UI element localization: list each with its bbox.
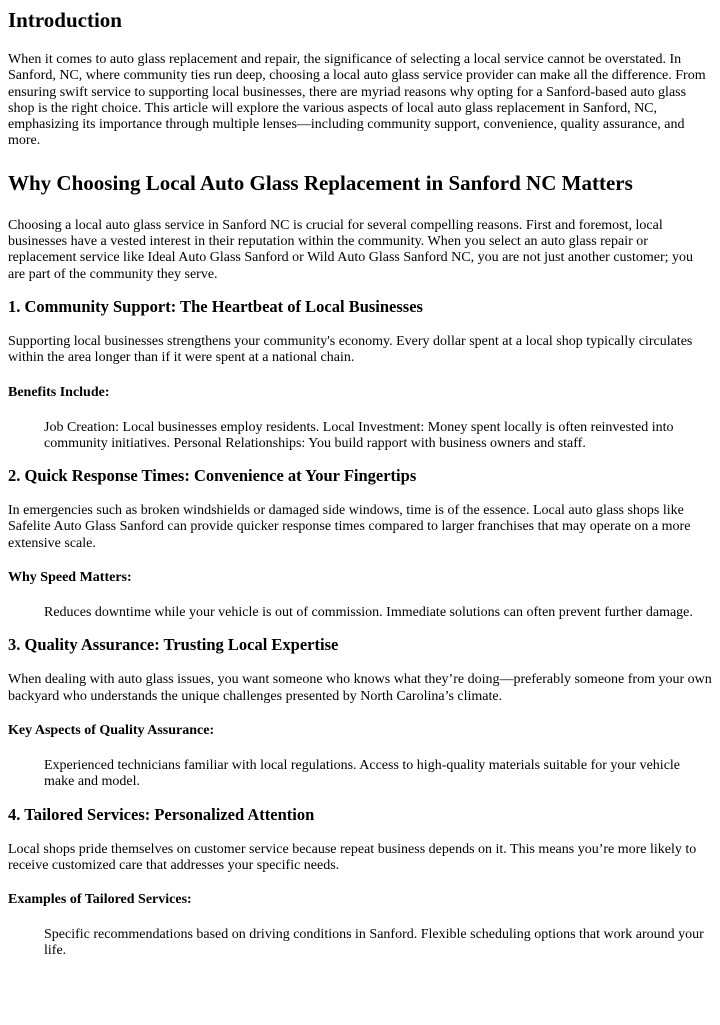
section-tailored-services bbox=[8, 805, 712, 960]
section-paragraph: Local shops pride themselves on customer service because repeat business depends on it. This means you’re more likely to receive customized care that addresses your specific needs. bbox=[8, 841, 697, 873]
section-quote: Job Creation: Local businesses employ residents. Local Investment: Money spent locally is often reinvested into community initiatives. Personal Relationships: You build rapport with business owners and staff. bbox=[44, 419, 674, 451]
intro-paragraph: When it comes to auto glass replacement and repair, the significance of selecting a local service cannot be overstated. In Sanford, NC, where community ties run deep, choosing a local auto glass service provider can make all the difference. From ensuring swift service to supporting local businesses, there are myriad reasons why opting for a Sanford-based auto glass shop is the right choice. This article will explore the various aspects of local auto glass replacement in Sanford, NC, emphasizing its importance through multiple lenses—including community support, convenience, quality assurance, and more. bbox=[8, 52, 706, 149]
section-subheading: Benefits Include: bbox=[8, 384, 110, 400]
section-subheading: Why Speed Matters: bbox=[8, 570, 132, 586]
section-quote: Reduces downtime while your vehicle is out of commission. Immediate solutions can often prevent further damage. bbox=[44, 605, 693, 621]
article bbox=[0, 8, 720, 960]
section-quote: Specific recommendations based on driving conditions in Sanford. Flexible scheduling options that work around your life. bbox=[44, 927, 704, 959]
section-quote: Experienced technicians familiar with local regulations. Access to high-quality materials suitable for your vehicle make and model. bbox=[44, 757, 681, 790]
section-community-support bbox=[8, 297, 712, 452]
section-quality-assurance bbox=[8, 635, 712, 790]
why-heading: Why Choosing Local Auto Glass Replacement in Sanford NC Matters bbox=[8, 170, 633, 195]
why-paragraph: Choosing a local auto glass service in Sanford NC is crucial for several compelling reasons. First and foremost, local businesses have a vested interest in their reputation within the community. When you select an auto glass repair or replacement service like Ideal Auto Glass Sanford or Wild Auto Glass Sanford NC, you are not just another customer; you are part of the community they serve. bbox=[8, 217, 694, 282]
section-heading: 3. Quality Assurance: Trusting Local Expertise bbox=[8, 635, 339, 655]
section-heading: 1. Community Support: The Heartbeat of Local Businesses bbox=[8, 296, 423, 316]
section-heading: 4. Tailored Services: Personalized Attention bbox=[8, 804, 315, 824]
section-subheading: Examples of Tailored Services: bbox=[8, 892, 192, 908]
section-paragraph: In emergencies such as broken windshields or damaged side windows, time is of the essence. Local auto glass shops like Safelite Auto Glass Sanford can provide quicker response times compared to larger franchises that may operate on a more extensive scale. bbox=[8, 503, 691, 551]
section-heading: 2. Quick Response Times: Convenience at Your Fingertips bbox=[8, 466, 417, 486]
section-subheading: Key Aspects of Quality Assurance: bbox=[8, 722, 215, 738]
section-paragraph: When dealing with auto glass issues, you want someone who knows what they’re doing—preferably someone from your own backyard who understands the unique challenges presented by North Carolina’s climate. bbox=[8, 672, 712, 704]
intro-heading: Introduction bbox=[8, 8, 122, 32]
section-quick-response bbox=[8, 466, 712, 621]
section-paragraph: Supporting local businesses strengthens your community's economy. Every dollar spent at a local shop typically circulates within the area longer than if it were spent at a national chain. bbox=[8, 333, 693, 366]
